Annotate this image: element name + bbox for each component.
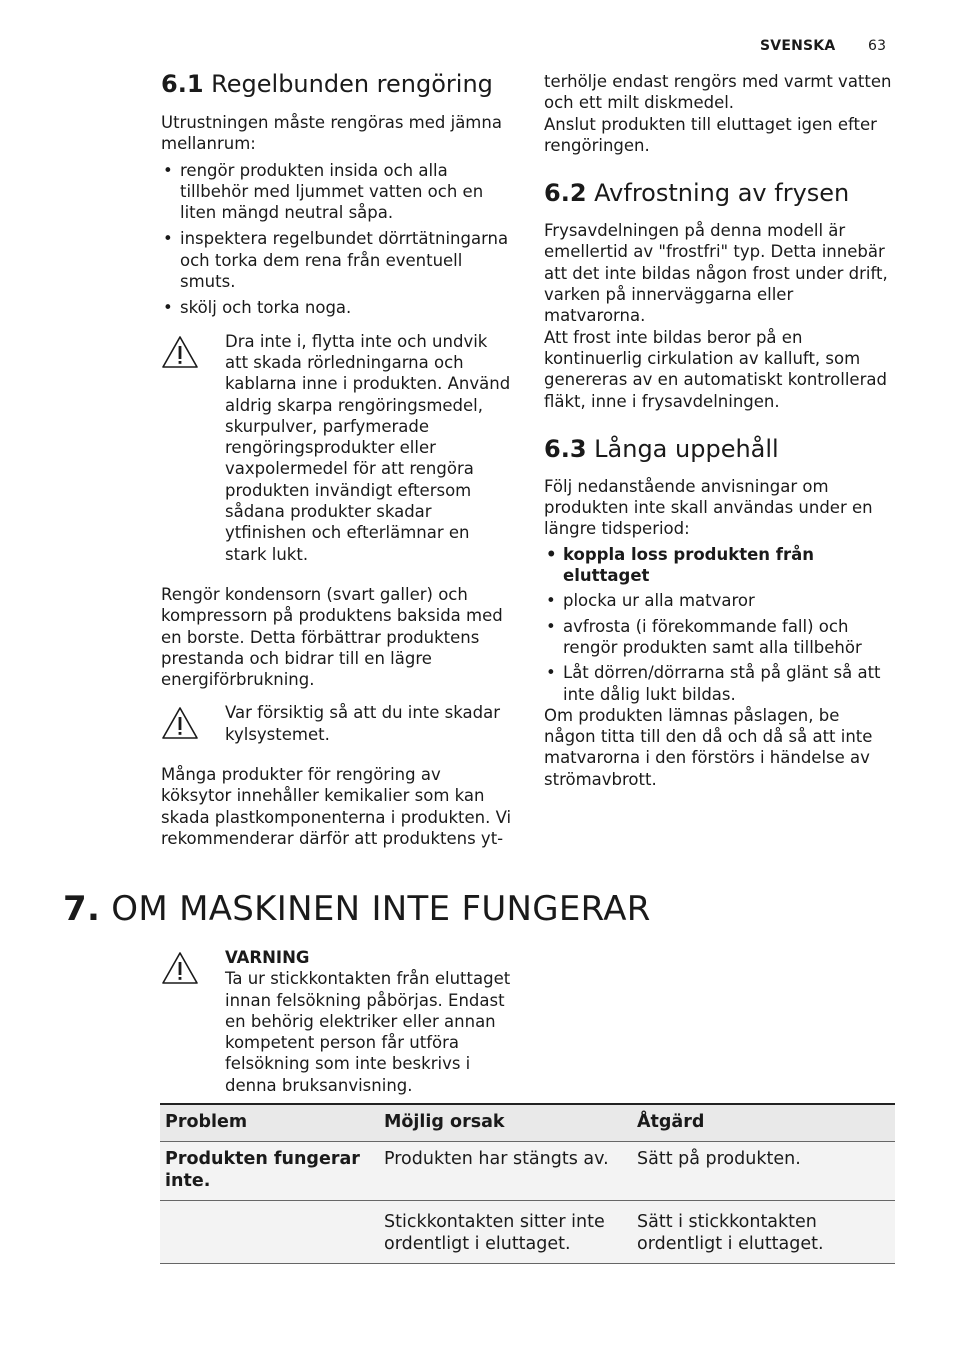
table-row [160,1142,895,1201]
warning-block [161,947,513,1096]
cleaning-products-continued: terhölje endast rengörs med varmt vatten och ett milt diskmedel. [544,72,892,113]
chapter-number: 7. [63,889,101,929]
section-6-2-heading [544,179,896,207]
list-item: • Låt dörren/dörrarna stå på glänt så att inte dålig lukt bildas. [544,662,896,705]
warning-text: Ta ur stickkontakten från eluttaget innan felsökning påbörjas. Endast en behörig elektriker eller annan kompetent person får utföra felsökning som inte beskrivs i denna bruksanvisning. [225,969,511,1095]
section-number: 6.2 [544,179,587,208]
action-cell: Sätt i stickkontakten ordentligt i eluttaget. [637,1212,824,1254]
chapter-title: OM MASKINEN INTE FUNGERAR [111,889,651,929]
section-6-1-intro: Utrustningen måste rengöras med jämna mellanrum: [161,113,502,154]
section-6-3-heading [544,435,896,463]
language-label: SVENSKA [760,38,836,54]
column-header: Problem [165,1112,248,1132]
long-pause-intro: Följ nedanstående anvisningar om produkten inte skall användas under en längre tidsperiod: [544,476,873,539]
column-header: Åtgärd [637,1112,705,1132]
cleaning-list [161,160,513,319]
section-title: Regelbunden rengöring [211,70,493,98]
warning-text: Var försiktig så att du inte skadar kylsystemet. [225,703,501,744]
list-item: • skölj och torka noga. [161,297,513,318]
section-title: Avfrostning av frysen [594,179,850,208]
problem-cell: Produkten fungerar inte. [165,1149,360,1191]
condenser-paragraph: Rengör kondensorn (svart galler) och kompressorn på produktens baksida med en borste. Detta förbättrar produktens prestanda och bidrar till en lägre energiförbrukning. [161,584,503,690]
long-pause-list [544,544,896,705]
warning-triangle-icon [161,335,199,369]
left-column [161,70,513,849]
defrost-paragraph-1: Frysavdelningen på denna modell är emellertid av "frostfri" typ. Detta innebär att det inte bildas någon frost under drift, varken på innerväggarna eller matvarorna. [544,221,888,326]
cause-cell: Stickkontakten sitter inte ordentligt i eluttaget. [384,1212,605,1254]
warning-block [161,702,513,745]
page-header [760,38,900,54]
list-item: • inspektera regelbundet dörrtätningarna och torka dem rena från eventuell smuts. [161,228,513,292]
long-pause-outro: Om produkten lämnas påslagen, be någon titta till den då och då så att inte matvarorna i den förstörs i händelse av strömavbrott. [544,705,873,789]
chapter-7-heading [63,889,651,929]
action-cell: Sätt på produkten. [637,1149,801,1169]
troubleshooting-table [160,1103,895,1264]
section-6-1-heading [161,70,513,98]
page-number: 63 [868,38,887,54]
list-item: • rengör produkten insida och alla tillbehör med ljummet vatten och en liten mängd neutral såpa. [161,160,513,224]
warning-text: Dra inte i, flytta inte och undvik att skada rörledningarna och kablarna inne i produkten. Använd aldrig skarpa rengöringsmedel, skurpulver, parfymerade rengöringsprodukter eller vaxpolermedel för att rengöra produkten invändigt eftersom sådana produkter skadar ytfinishen och efterlämnar en stark lukt. [225,331,511,564]
section-title: Långa uppehåll [594,434,779,463]
table-row [160,1201,895,1264]
right-column [544,71,896,790]
reconnect-paragraph: Anslut produkten till eluttaget igen efter rengöringen. [544,114,877,155]
cleaning-products-paragraph: Många produkter för rengöring av köksytor innehåller kemikalier som kan skada plastkomponenterna i produkten. Vi rekommenderar därför att produktens yt- [161,765,512,848]
problem-cell [160,1201,379,1264]
section-number: 6.1 [161,70,204,98]
list-item: • plocka ur alla matvaror [544,590,896,611]
table-header-row [160,1104,895,1142]
column-header: Möjlig orsak [384,1112,505,1132]
warning-block [161,331,513,565]
warning-triangle-icon [161,706,199,740]
warning-triangle-icon [161,951,199,985]
cause-cell: Produkten har stängts av. [384,1149,609,1169]
defrost-paragraph-2: Att frost inte bildas beror på en kontinuerlig cirkulation av kalluft, som genereras av en automatiskt kontrollerad fläkt, inne i frysavdelningen. [544,327,887,411]
list-item: • koppla loss produkten från eluttaget [544,544,896,587]
section-number: 6.3 [544,434,587,463]
list-item: • avfrosta (i förekommande fall) och rengör produkten samt alla tillbehör [544,616,896,659]
warning-title: VARNING [225,948,310,967]
